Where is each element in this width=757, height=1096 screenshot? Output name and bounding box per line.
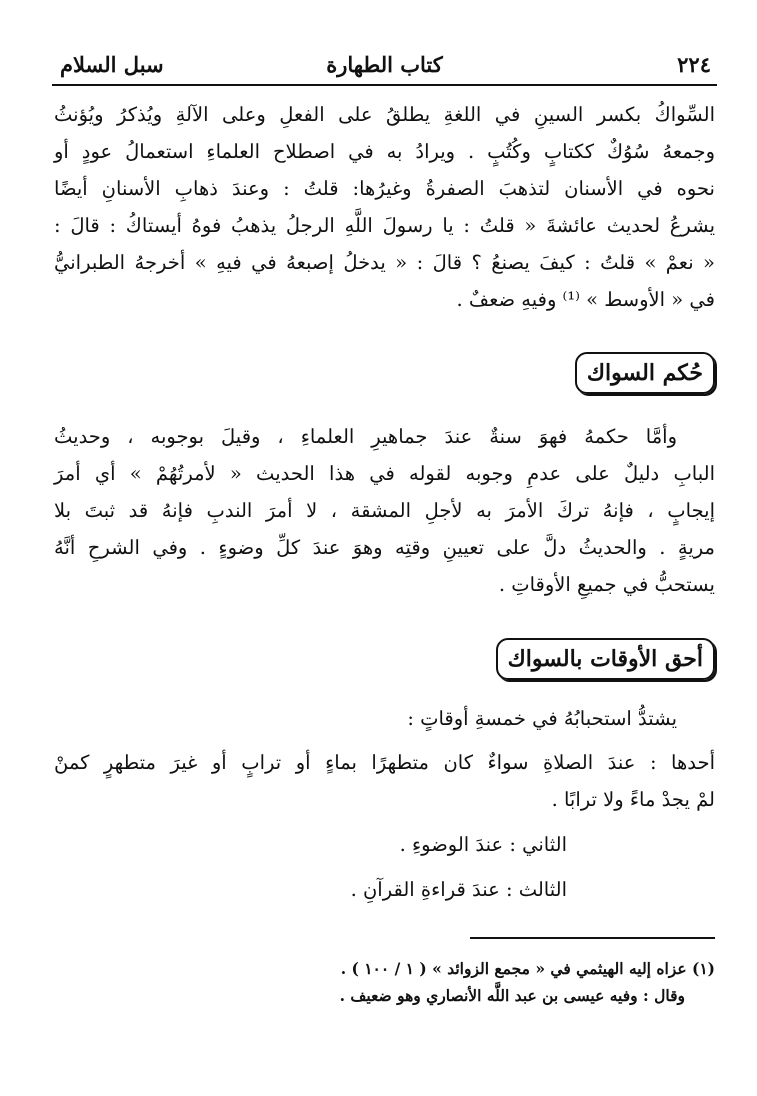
running-title: سبل السلام — [60, 52, 164, 77]
paragraph-siwak-ruling — [54, 418, 715, 603]
footnote-line: وقال : وفيه عيسى بن عبد اللَّه الأنصاري وهو ضعيف . — [339, 986, 685, 1005]
paragraph-best-times — [54, 700, 715, 908]
book-title: كتاب الطهارة — [326, 52, 443, 77]
text-line: يشتدُّ استحبابُهُ في خمسةِ أوقاتٍ : — [407, 707, 677, 730]
section-heading-siwak-ruling: حُكم السواك — [575, 352, 715, 394]
text-line: في « الأوسط » ⁽¹⁾ وفيهِ ضعفٌ . — [456, 288, 715, 311]
text-line: إيجابٍ ، فإنهُ تركَ الأمرَ به لأجلِ المشقة ، لا أمرَ الندبِ فإنهُ قد ثبتَ بلا — [54, 499, 715, 522]
text-line: أحدها : عندَ الصلاةِ سواءٌ كان متطهرًا بماءٍ أو ترابٍ أو غيرَ متطهرٍ كمنْ — [54, 751, 715, 774]
text-line: الثالث : عندَ قراءةِ القرآنِ . — [350, 878, 567, 901]
footnote-separator — [470, 937, 715, 939]
text-line: الثاني : عندَ الوضوءِ . — [399, 833, 567, 856]
text-line: لمْ يجدْ ماءً ولا ترابًا . — [551, 788, 715, 811]
text-line: نحوه في الأسنان لتذهبَ الصفرةُ وغيرُها: قلتُ : وعندَ ذهابِ الأسنانِ أيضًا — [54, 177, 715, 200]
text-line: يستحبُّ في جميعِ الأوقاتِ . — [498, 573, 715, 596]
text-line: يشرعُ لحديث عائشةَ « قلتُ : يا رسولَ اللَّهِ الرجلُ يذهبُ فوهُ أيستاكُ : قالَ : — [54, 214, 715, 237]
footnote-line: (١) عزاه إليه الهيثمي في « مجمع الزوائد » ( ١ / ١٠٠ ) . — [340, 959, 715, 978]
text-line: « نعمْ » قلتُ : كيفَ يصنعُ ؟ قالَ : « يدخلُ إصبعهُ في فيهِ » أخرجهُ الطبرانيُّ — [54, 251, 715, 274]
text-line: مريةٍ . والحديثُ دلَّ على تعيينِ وقتِه وهوَ عندَ كلِّ وضوءٍ . وفي الشرحِ أنَّهُ — [54, 536, 715, 559]
paragraph-siwak-definition — [54, 96, 715, 318]
text-line: البابِ دليلٌ على عدمِ وجوبه لقوله في هذا الحديث « لأمرتُهُمْ » أي أمرَ — [54, 462, 715, 485]
text-line: السِّواكُ بكسر السينِ في اللغةِ يطلقُ على الفعلِ وعلى الآلةِ ويُذكرُ ويُؤنثُ — [54, 103, 715, 126]
text-line: وأمَّا حكمهُ فهوَ سنةٌ عندَ جماهيرِ العلماءِ ، وقيلَ بوجوبه ، وحديثُ — [54, 425, 677, 448]
section-heading-best-times: أحق الأوقات بالسواك — [496, 638, 715, 680]
page-number: ٢٢٤ — [677, 52, 711, 77]
page-header — [52, 44, 717, 86]
footnotes — [300, 955, 715, 1009]
text-line: وجمعهُ سُوُكٌ ككتابٍ وكُتُبٍ . ويرادُ به في اصطلاح العلماءِ استعمالُ عودٍ أو — [54, 140, 715, 163]
